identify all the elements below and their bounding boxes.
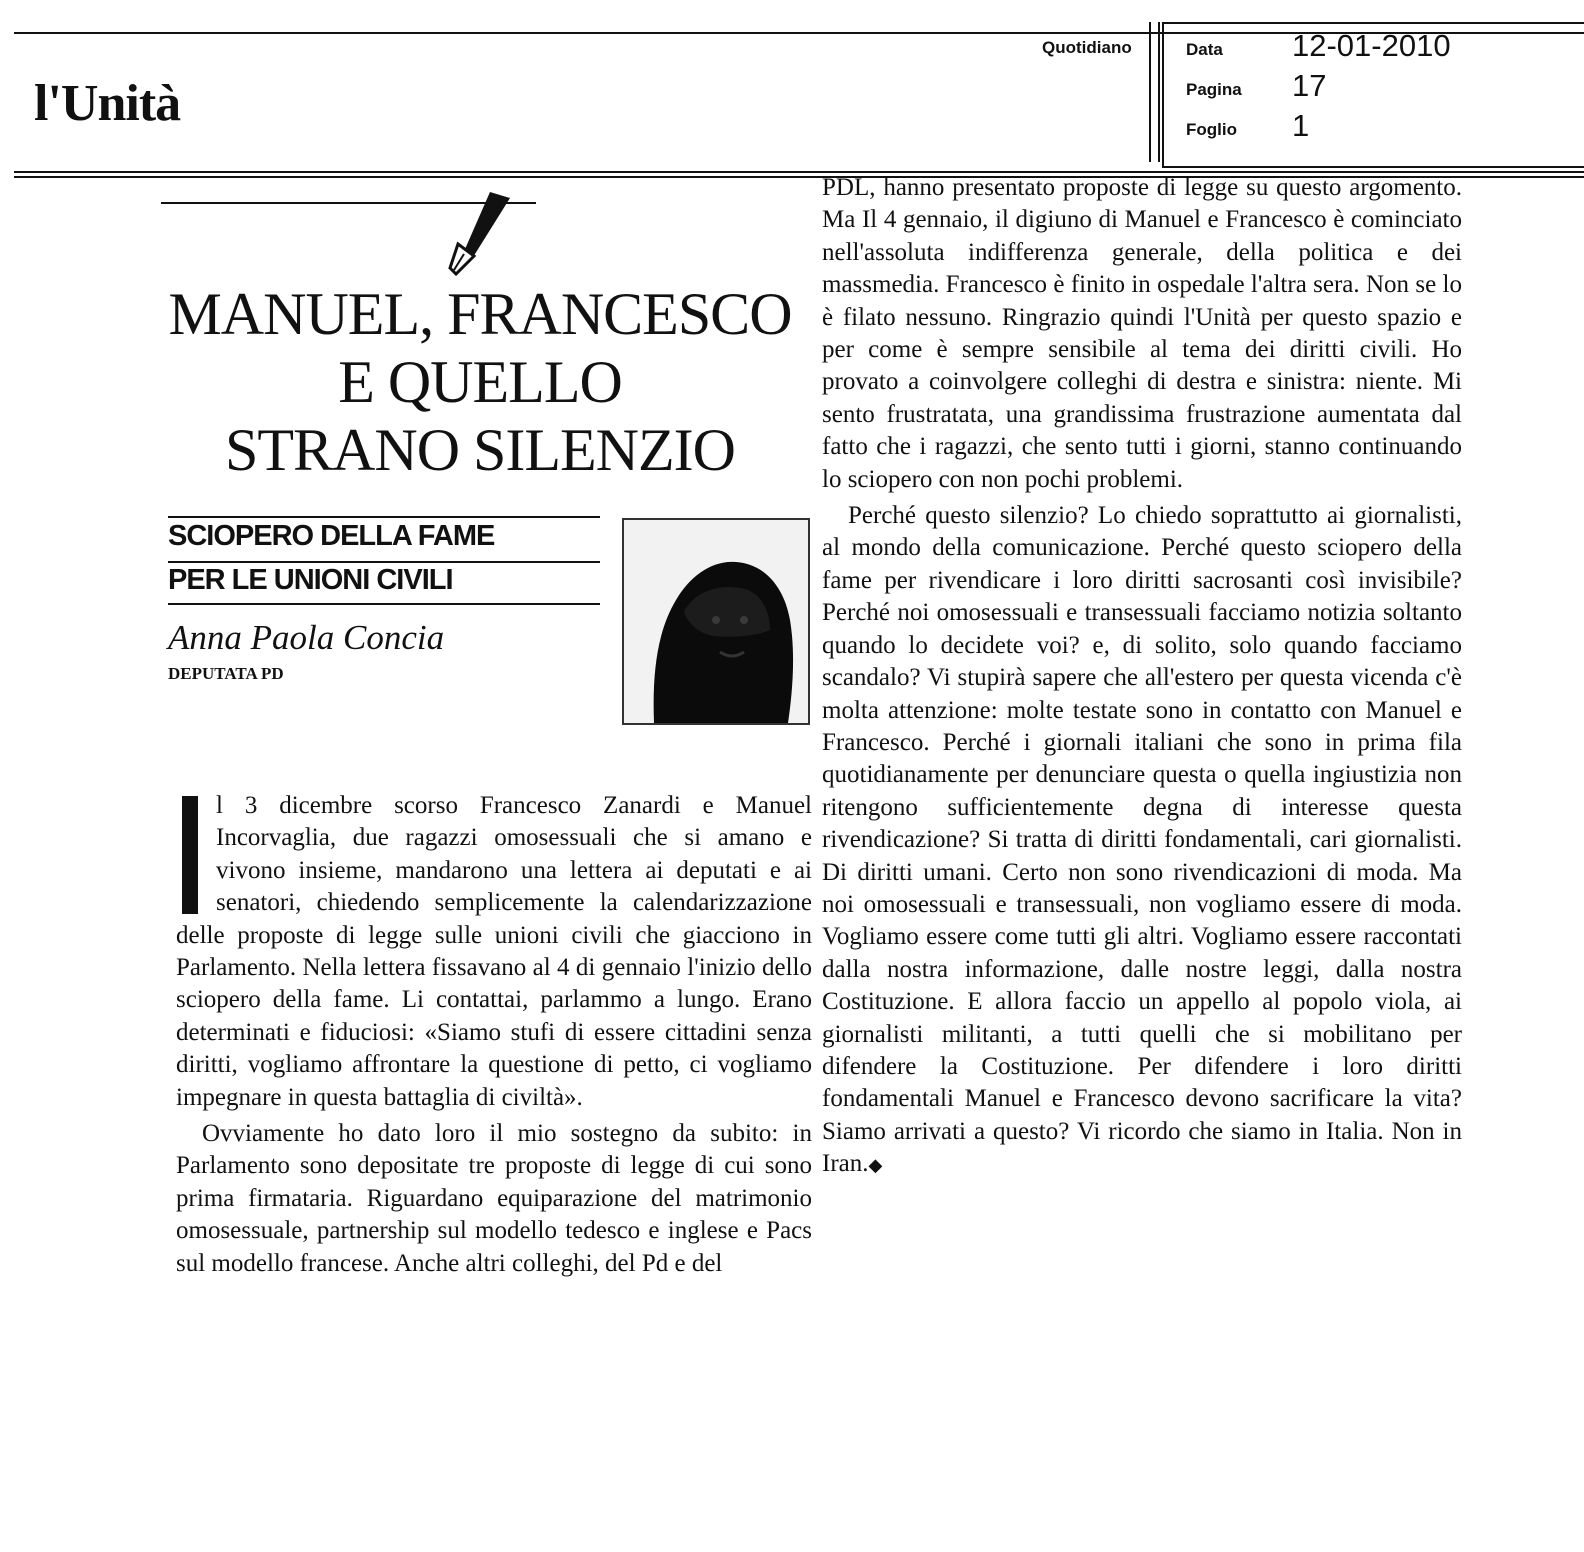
page-label: Pagina [1186, 80, 1242, 99]
end-mark-icon: ◆ [868, 1155, 883, 1176]
paragraph-1: l 3 dicembre scorso Francesco Zanardi e Manuel Incorvaglia, due ragazzi omosessuali che si amano e vivono insieme, mandarono una lettera ai deputati e ai senatori, chiedendo semplicemente la calendarizzazione delle proposte di legge sulle unioni civili che giacciono in Parlamento. Nella lettera fissavano al 4 di gennaio l'inizio dello sciopero della fame. Li contattai, parlammo a lungo. Erano determinati e fiduciosi: «Siamo stufi di essere cittadini senza diritti, vogliamo affrontare la questione di petto, ci vogliamo impegnare in questa battaglia di civiltà». [176, 792, 812, 1111]
date-label: Data [1186, 40, 1223, 59]
headline-line-2: E QUELLO [338, 349, 622, 415]
paragraph-3: PDL, hanno presentato proposte di legge su questo argomento. Ma Il 4 gennaio, il digiuno di Manuel e Francesco è cominciato nell'assoluta indifferenza generale, della politica e dei massmedia. Francesco è finito in ospedale l'altra sera. Non se lo è filato nessuno. Ringrazio quindi l'Unità per questo spazio e per come è sempre sensibile al tema dei diritti civili. Ho provato a coinvolgere colleghi di destra e sinistra: niente. Mi sento frustratata, una grandissima frustrazione aumentata dal fatto che i ragazzi, che sento tutti i giorni, stanno continuando lo sciopero con non pochi problemi. [822, 174, 1462, 493]
publication-type: Quotidiano [1042, 38, 1132, 57]
paragraph-2: Ovviamente ho dato loro il mio sostegno da subito: in Parlamento sono depositate tre proposte di legge di cui sono prima firmataria. Riguardano equiparazione del matrimonio omosessuale, partnership sul modello tedesco e inglese e Pacs sul modello francese. Anche altri colleghi, del Pd e del [176, 1120, 812, 1277]
author-photo [622, 518, 810, 725]
newspaper-logo: l'Unità [34, 75, 181, 132]
article-column-2 [822, 172, 1462, 1182]
headline-line-3: STRANO SILENZIO [225, 417, 735, 483]
headline-line-1: MANUEL, FRANCESCO [168, 281, 792, 347]
pen-nib-icon [446, 192, 510, 276]
author-name: Anna Paola Concia [168, 618, 445, 657]
paragraph-4-text: Perché questo silenzio? Lo chiedo soprattutto ai giornalisti, al mondo della comunicazione. Perché questo sciopero della fame per rivendicare i loro diritti sacrosanti così invisibile? Perché noi omosessuali e transessuali facciamo notizia soltanto quando lo decidete voi? e, di solito, solo quando facciamo scandalo? Vi stupirà sapere che all'estero per questa vicenda c'è molta attenzione: molte testate sono in contatto con Manuel e Francesco. Perché i giornali italiani che sono in prima fila quotidianamente per denunciare questa o quella ingiustizia non ritengono sufficientemente degna di interesse questa rivendicazione? Si tratta di diritti fondamentali, cari giornalisti. Di diritti umani. Certo non sono rivendicazioni di moda. Ma noi omosessuali e transessuali, non vogliamo essere di moda. Vogliamo essere come tutti gli altri. Vogliamo essere raccontati dalla nostra informazione, dalle nostre leggi, dalla nostra Costituzione. E allora faccio un appello al popolo viola, ai giornalisti militanti, a tutti quelli che si mobilitano per difendere la Costituzione. Per difendere i loro diritti fondamentali Manuel e Francesco devono sacrificare la vita? Siamo arrivati a questo? Vi ricordo che siamo in Italia. Non in Iran. [822, 502, 1462, 1178]
kicker-rule-top [168, 516, 600, 518]
author-role: DEPUTATA PD [168, 664, 284, 683]
page-value: 17 [1292, 68, 1327, 103]
paragraph-4 [822, 500, 1462, 1182]
headline [150, 280, 810, 484]
sheet-label: Foglio [1186, 120, 1237, 139]
sheet-value: 1 [1292, 108, 1310, 143]
drop-cap [182, 796, 198, 914]
date-value: 12-01-2010 [1292, 28, 1451, 63]
article-column-1 [176, 790, 812, 1280]
author-portrait-icon [624, 520, 808, 723]
kicker-rule-mid [168, 561, 600, 563]
kicker-rule-bottom [168, 603, 600, 605]
kicker-line-1: SCIOPERO DELLA FAME [168, 520, 495, 552]
kicker-line-2: PER LE UNIONI CIVILI [168, 564, 453, 596]
meta-box-separator [1149, 22, 1160, 162]
